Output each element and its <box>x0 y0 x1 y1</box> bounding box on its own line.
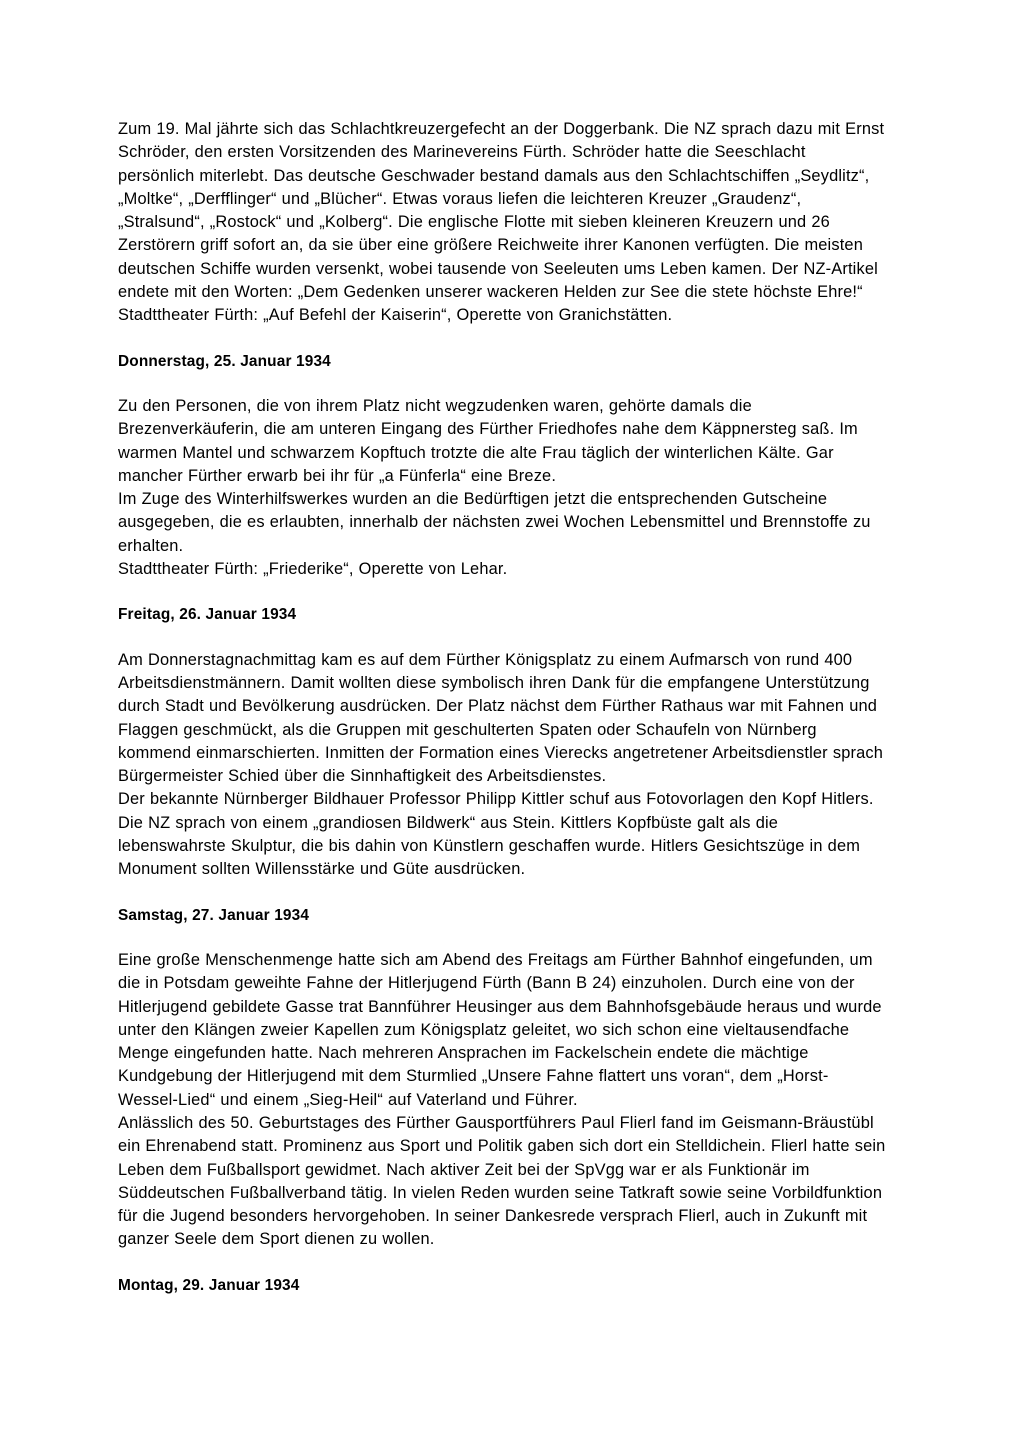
block-paragraph-stadttheater-friederike <box>118 558 886 581</box>
paragraph-aufmarsch-koenigsplatz: Am Donnerstagnachmittag kam es auf dem Fürther Königsplatz zu einem Aufmarsch von rund 400 Arbeitsdienstmännern. Damit wollten diese symbolisch ihren Dank für die empfangene Unterstützung durch Stadt und Bevölkerung ausdrücken. Der Platz nächst dem Fürther Rathaus war mit Fahnen und Flaggen geschmückt, als die Gruppen mit geschulterten Spaten oder Schaufeln von Nürnberg kommend einmarschierten. Inmitten der Formation eines Vierecks angetretener Arbeitsdienstler sprach Bürgermeister Schied über die Sinnhaftigkeit des Arbeitsdienstes. <box>118 650 884 786</box>
block-paragraph-winterhilfswerk <box>118 488 886 558</box>
block-paragraph-stadttheater-kaiserin <box>118 304 886 327</box>
spacer <box>118 373 886 395</box>
paragraph-doggerbank: Zum 19. Mal jährte sich das Schlachtkreuzergefecht an der Doggerbank. Die NZ sprach dazu mit Ernst Schröder, den ersten Vorsitzenden des Marinevereins Fürth. Schröder hatte die Seeschlacht persönlich miterlebt. Das deutsche Geschwader bestand damals aus den Schlachtschiffen „Seydlitz“, „Moltke“, „Derfflinger“ und „Blücher“. Etwas voraus liefen die leichteren Kreuzer „Graudenz“, „Stralsund“, „Rostock“ und „Kolberg“. Die englische Flotte mit sieben kleineren Kreuzern und 26 Zerstörern griff sofort an, da sie über eine größere Reichweite ihrer Kanonen verfügten. Die meisten deutschen Schiffe wurden versenkt, wobei tausende von Seeleuten ums Leben kamen. Der NZ-Artikel endete mit den Worten: „Dem Gedenken unserer wackeren Helden zur See die stete höchste Ehre!“ <box>118 120 885 302</box>
block-paragraph-paul-flierl-ehrenabend <box>118 1112 886 1252</box>
paragraph-paul-flierl-ehrenabend: Anlässlich des 50. Geburtstages des Fürther Gausportführers Paul Flierl fand im Geismann-Bräustübl ein Ehrenabend statt. Prominenz aus Sport und Politik gaben sich dort ein Stelldichein. Flierl hatte sein Leben dem Fußballsport gewidmet. Nach aktiver Zeit bei der SpVgg war er als Funktionär im Süddeutschen Fußballverband tätig. In vielen Reden wurden seine Tatkraft sowie seine Vorbildfunktion für die Jugend besonders hervorgehoben. In seiner Dankesrede versprach Flierl, auch in Zukunft mit ganzer Seele dem Sport dienen zu wollen. <box>118 1113 886 1249</box>
heading-freitag-26-januar-1934: Freitag, 26. Januar 1934 <box>118 606 297 624</box>
heading-donnerstag-25-januar-1934: Donnerstag, 25. Januar 1934 <box>118 352 331 370</box>
paragraph-winterhilfswerk: Im Zuge des Winterhilfswerkes wurden an die Bedürftigen jetzt die entsprechenden Gutscheine ausgegeben, die es erlaubten, innerhalb der nächsten zwei Wochen Lebensmittel und Brennstoffe zu erhalten. <box>118 490 871 555</box>
block-paragraph-doggerbank <box>118 118 886 304</box>
heading-samstag-27-januar-1934: Samstag, 27. Januar 1934 <box>118 906 310 924</box>
spacer <box>118 581 886 603</box>
block-paragraph-aufmarsch-koenigsplatz <box>118 649 886 789</box>
document-body <box>118 118 886 1297</box>
block-paragraph-hitlerjugend-fahne <box>118 949 886 1112</box>
paragraph-stadttheater-friederike: Stadttheater Fürth: „Friederike“, Operette von Lehar. <box>118 560 508 579</box>
block-paragraph-bildhauer-kittler <box>118 788 886 881</box>
paragraph-hitlerjugend-fahne: Eine große Menschenmenge hatte sich am Abend des Freitags am Fürther Bahnhof eingefunden, um die in Potsdam geweihte Fahne der Hitlerjugend Fürth (Bann B 24) einzuholen. Durch eine von der Hitlerjugend gebildete Gasse trat Bannführer Heusinger aus dem Bahnhofsgebäude heraus und wurde unter den Klängen zweier Kapellen zum Königsplatz geleitet, wo sich schon eine vieltausendfache Menge eingefunden hatte. Nach mehreren Ansprachen im Fackelschein endete die mächtige Kundgebung der Hitlerjugend mit dem Sturmlied „Unsere Fahne flattert uns voran“, dem „Horst-Wessel-Lied“ und einem „Sieg-Heil“ auf Vaterland und Führer. <box>118 950 882 1109</box>
paragraph-bildhauer-kittler: Der bekannte Nürnberger Bildhauer Professor Philipp Kittler schuf aus Fotovorlagen den Kopf Hitlers. Die NZ sprach von einem „grandiosen Bildwerk“ aus Stein. Kittlers Kopfbüste galt als die lebenswahrste Skulptur, die bis dahin von Künstlern geschaffen wurde. Hitlers Gesichtszüge in dem Monument sollten Willensstärke und Güte ausdrücken. <box>118 790 874 879</box>
spacer <box>118 627 886 649</box>
paragraph-brezenverkaeuferin: Zu den Personen, die von ihrem Platz nicht wegzudenken waren, gehörte damals die Brezenverkäuferin, die am unteren Eingang des Fürther Friedhofes nahe dem Käppnersteg saß. Im warmen Mantel und schwarzem Kopftuch trotzte die alte Frau täglich der winterlichen Kälte. Gar mancher Fürther erwarb bei ihr für „a Fünferla“ eine Breze. <box>118 396 858 485</box>
spacer <box>118 927 886 949</box>
spacer <box>118 882 886 904</box>
paragraph-stadttheater-kaiserin: Stadttheater Fürth: „Auf Befehl der Kaiserin“, Operette von Granichstätten. <box>118 306 673 325</box>
spacer <box>118 328 886 350</box>
spacer <box>118 1252 886 1274</box>
heading-montag-29-januar-1934: Montag, 29. Januar 1934 <box>118 1276 300 1294</box>
block-paragraph-brezenverkaeuferin <box>118 395 886 488</box>
